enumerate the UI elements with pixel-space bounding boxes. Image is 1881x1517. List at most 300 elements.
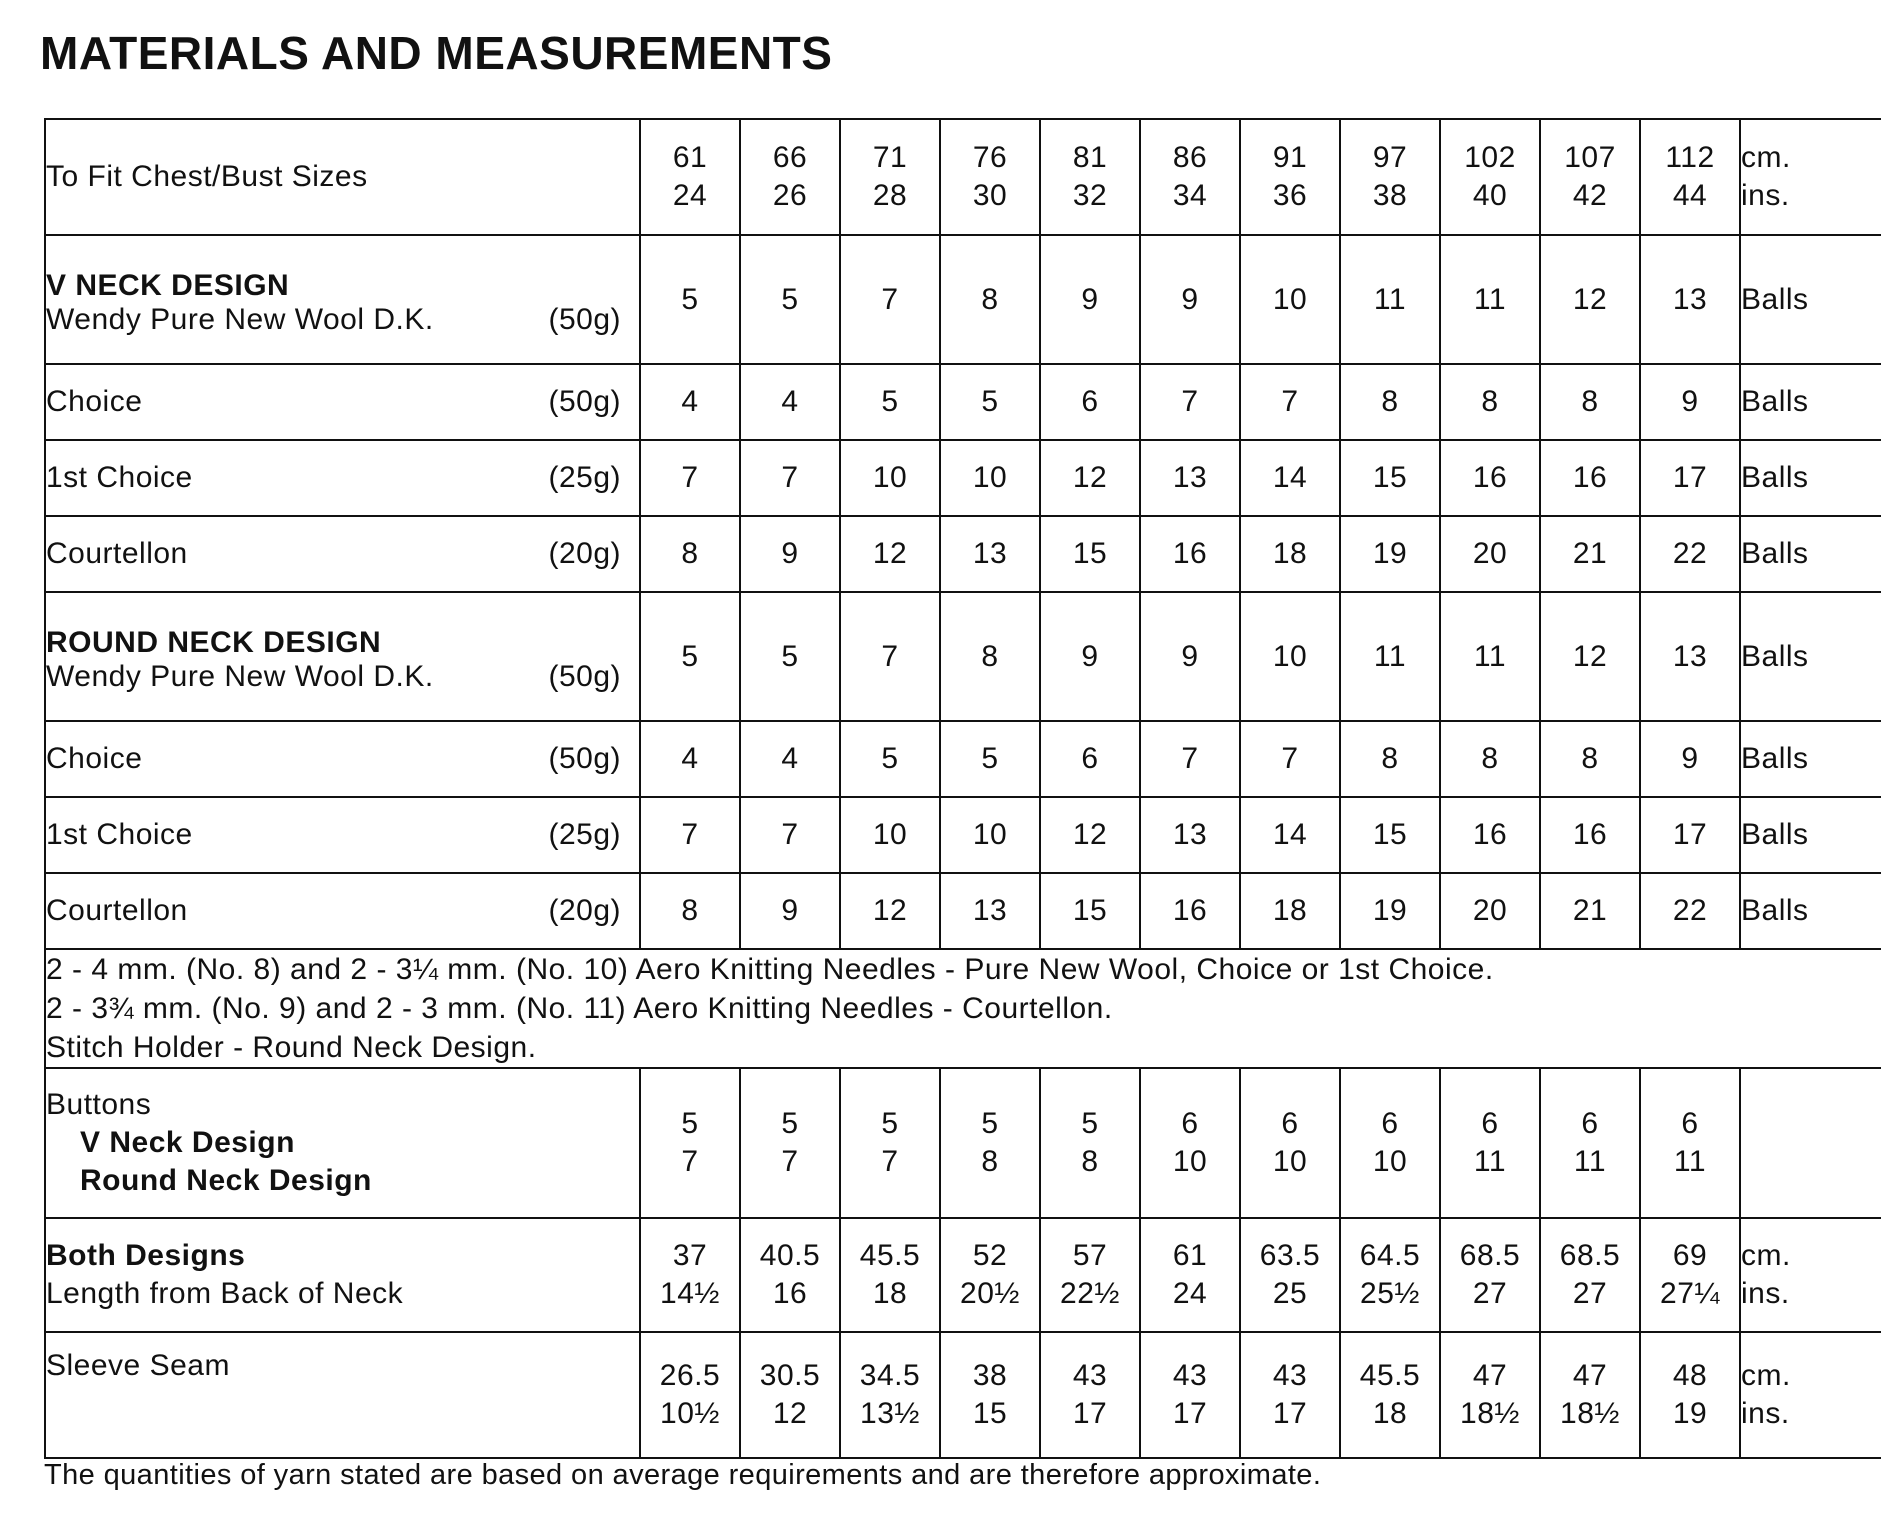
value-cell	[1540, 1068, 1640, 1218]
value-cell	[640, 721, 740, 797]
value: 8	[1081, 1145, 1099, 1178]
value: 17	[1672, 461, 1708, 494]
value: 10½	[660, 1397, 720, 1430]
value-cell	[940, 873, 1040, 949]
value: 7	[781, 818, 799, 851]
value: 8	[1581, 742, 1599, 775]
value: 11	[1373, 639, 1407, 673]
value-cell	[1140, 797, 1240, 873]
length-row	[45, 1218, 1881, 1332]
value: 10	[872, 818, 908, 851]
value: 12	[772, 1397, 808, 1430]
value: 12	[1072, 818, 1108, 851]
row-label	[45, 1068, 640, 1218]
value: 24	[672, 179, 708, 212]
value-cell	[640, 119, 740, 235]
value-cell	[640, 1332, 740, 1458]
value: 6	[1281, 1107, 1299, 1140]
value: 13	[1672, 282, 1708, 316]
value: 13	[1172, 461, 1208, 494]
value-cell	[740, 721, 840, 797]
value-cell	[640, 440, 740, 516]
value: 4	[781, 385, 799, 418]
unit: cm.	[1741, 1239, 1791, 1272]
value: 12	[1572, 282, 1608, 316]
value: 8	[1481, 385, 1499, 418]
value: 7	[1281, 385, 1299, 418]
value: 5	[881, 1107, 899, 1140]
v-neck-heading: V NECK DESIGN	[46, 268, 290, 302]
material-weight: (25g)	[548, 461, 621, 494]
value-cell	[840, 119, 940, 235]
sizes-label: To Fit Chest/Bust Sizes	[46, 160, 368, 193]
round-neck-material-row	[45, 721, 1881, 797]
value-cell	[1640, 1218, 1740, 1332]
value: 18	[1272, 894, 1308, 927]
material-label	[46, 385, 639, 419]
value: 11	[1673, 1145, 1707, 1178]
value-cell	[840, 1068, 940, 1218]
value-cell	[940, 1332, 1040, 1458]
value: 11	[1473, 282, 1507, 316]
value-cell	[1440, 364, 1540, 440]
length-heading: Both Designs	[46, 1239, 246, 1272]
value: 7	[681, 818, 699, 851]
value: 25½	[1360, 1277, 1420, 1310]
value-cell	[1040, 797, 1140, 873]
value-cell	[1540, 721, 1640, 797]
value: 45.5	[1359, 1359, 1421, 1392]
value-cell	[1340, 440, 1440, 516]
value-cell	[1440, 721, 1540, 797]
value: 20½	[960, 1277, 1020, 1310]
value: 9	[781, 894, 799, 927]
unit-cell	[1740, 721, 1881, 797]
value-cell	[1540, 797, 1640, 873]
value: 5	[681, 639, 699, 673]
value-cell	[1340, 797, 1440, 873]
material-name: Courtellon	[46, 537, 188, 570]
needles-line: Stitch Holder - Round Neck Design.	[46, 1031, 537, 1064]
value-cell	[1040, 873, 1140, 949]
value: 22	[1672, 537, 1708, 570]
value-cell	[840, 235, 940, 364]
value-cell	[1340, 235, 1440, 364]
value-cell	[1040, 1068, 1140, 1218]
value: 15	[972, 1397, 1008, 1430]
unit-cell	[1740, 873, 1881, 949]
value: 5	[881, 742, 899, 775]
value-cell	[640, 797, 740, 873]
row-label	[45, 721, 640, 797]
value-cell	[840, 721, 940, 797]
material-label	[46, 660, 639, 694]
value-cell	[940, 516, 1040, 592]
value: 17	[1172, 1397, 1208, 1430]
unit-cell	[1740, 797, 1881, 873]
value: 5	[981, 385, 999, 418]
value: 6	[1181, 1107, 1199, 1140]
value: 17	[1672, 818, 1708, 851]
unit-cell	[1740, 592, 1881, 721]
value: 38	[972, 1359, 1008, 1392]
unit: ins.	[1741, 1277, 1790, 1310]
material-weight: (50g)	[548, 742, 621, 775]
value-cell	[740, 797, 840, 873]
value-cell	[1240, 797, 1340, 873]
value: 28	[872, 179, 908, 212]
value: 27	[1472, 1277, 1508, 1310]
value: 18	[872, 1277, 908, 1310]
value: 36	[1272, 179, 1308, 212]
value-cell	[740, 440, 840, 516]
value-cell	[1340, 364, 1440, 440]
material-name: 1st Choice	[46, 818, 193, 851]
value-cell	[1340, 1332, 1440, 1458]
unit-cell	[1740, 119, 1881, 235]
value: 18	[1372, 1397, 1408, 1430]
value-cell	[840, 592, 940, 721]
value-cell	[1340, 119, 1440, 235]
unit: cm.	[1741, 1359, 1791, 1392]
value-cell	[940, 1218, 1040, 1332]
value: 19	[1372, 537, 1408, 570]
value: 7	[1181, 742, 1199, 775]
value-cell	[1440, 592, 1540, 721]
material-label	[46, 818, 639, 852]
value: 43	[1272, 1359, 1308, 1392]
needles-line: 2 - 4 mm. (No. 8) and 2 - 3¼ mm. (No. 10) Aero Knitting Needles - Pure New Wool, Choice or 1st Choice.	[46, 953, 1494, 986]
value: 8	[981, 639, 999, 673]
value-cell	[1640, 797, 1740, 873]
value: 69	[1672, 1239, 1708, 1272]
unit-cell	[1740, 364, 1881, 440]
value: 91	[1272, 141, 1308, 174]
row-label	[45, 592, 640, 721]
value: 52	[972, 1239, 1008, 1272]
value: 10	[972, 818, 1008, 851]
value: 12	[1572, 639, 1608, 673]
material-name: Wendy Pure New Wool D.K.	[46, 659, 434, 693]
value: 9	[781, 537, 799, 570]
value-cell	[1440, 1218, 1540, 1332]
value-cell	[1240, 440, 1340, 516]
value: 9	[1681, 385, 1699, 418]
value-cell	[1340, 1218, 1440, 1332]
needles-note	[45, 949, 1881, 1068]
value: 22	[1672, 894, 1708, 927]
materials-table	[44, 118, 1881, 1459]
value: 4	[781, 742, 799, 775]
value: 21	[1572, 894, 1608, 927]
value: 25	[1272, 1277, 1308, 1310]
value-cell	[1440, 1068, 1540, 1218]
value: 8	[981, 1145, 999, 1178]
value: 42	[1572, 179, 1608, 212]
value-cell	[1340, 1068, 1440, 1218]
value-cell	[1640, 516, 1740, 592]
value: 7	[1281, 742, 1299, 775]
value-cell	[840, 797, 940, 873]
value-cell	[840, 440, 940, 516]
value-cell	[1340, 873, 1440, 949]
material-name: Choice	[46, 385, 143, 418]
value-cell	[1240, 119, 1340, 235]
value-cell	[1240, 235, 1340, 364]
value-cell	[740, 1068, 840, 1218]
value: 18½	[1560, 1397, 1620, 1430]
value: 15	[1072, 894, 1108, 927]
value: 5	[681, 282, 699, 316]
value: 22½	[1060, 1277, 1120, 1310]
unit: cm.	[1741, 141, 1791, 174]
value: 4	[681, 742, 699, 775]
value-cell	[1240, 1218, 1340, 1332]
value-cell	[640, 592, 740, 721]
value: 5	[981, 742, 999, 775]
value-cell	[1540, 592, 1640, 721]
value: 19	[1672, 1397, 1708, 1430]
value: 13	[972, 894, 1008, 927]
value: 24	[1172, 1277, 1208, 1310]
value: 26.5	[659, 1359, 721, 1392]
unit-cell	[1740, 1218, 1881, 1332]
value-cell	[740, 119, 840, 235]
value-cell	[1640, 440, 1740, 516]
value: 10	[1272, 1145, 1308, 1178]
unit: Balls	[1741, 742, 1809, 775]
value: 14	[1272, 818, 1308, 851]
value: 81	[1072, 141, 1108, 174]
value-cell	[1140, 1218, 1240, 1332]
value: 13	[972, 537, 1008, 570]
sleeve-label: Sleeve Seam	[46, 1349, 230, 1382]
value-cell	[940, 364, 1040, 440]
value-cell	[940, 119, 1040, 235]
value: 66	[772, 141, 808, 174]
value-cell	[740, 1332, 840, 1458]
value: 13	[1672, 639, 1708, 673]
v-neck-material-row	[45, 516, 1881, 592]
value-cell	[1140, 440, 1240, 516]
value-cell	[1240, 516, 1340, 592]
material-label	[46, 894, 639, 928]
value: 14	[1272, 461, 1308, 494]
value: 30.5	[759, 1359, 821, 1392]
needles-row	[45, 949, 1881, 1068]
value: 40	[1472, 179, 1508, 212]
value: 5	[781, 282, 799, 316]
material-label	[46, 303, 639, 337]
row-label	[45, 364, 640, 440]
value-cell	[1540, 516, 1640, 592]
row-label	[45, 797, 640, 873]
value: 13½	[860, 1397, 920, 1430]
value-cell	[840, 364, 940, 440]
value: 97	[1372, 141, 1408, 174]
value-cell	[1040, 592, 1140, 721]
value-cell	[1640, 1332, 1740, 1458]
value-cell	[640, 516, 740, 592]
value-cell	[1140, 873, 1240, 949]
row-label	[45, 119, 640, 235]
value-cell	[840, 1218, 940, 1332]
value-cell	[1140, 1068, 1240, 1218]
unit: Balls	[1741, 282, 1809, 316]
value-cell	[1040, 721, 1140, 797]
value: 45.5	[859, 1239, 921, 1272]
unit-cell	[1740, 235, 1881, 364]
value-cell	[1040, 364, 1140, 440]
unit: Balls	[1741, 385, 1809, 418]
value-cell	[640, 1068, 740, 1218]
value-cell	[740, 364, 840, 440]
value: 8	[1481, 742, 1499, 775]
value: 14½	[660, 1277, 720, 1310]
value: 16	[1472, 461, 1508, 494]
buttons-label: Buttons	[46, 1088, 152, 1121]
value: 71	[872, 141, 908, 174]
value-cell	[740, 516, 840, 592]
material-weight: (20g)	[548, 537, 621, 570]
value: 18	[1272, 537, 1308, 570]
value: 30	[972, 179, 1008, 212]
round-neck-material-row	[45, 592, 1881, 721]
unit-cell	[1740, 1332, 1881, 1458]
value-cell	[1640, 721, 1740, 797]
value: 9	[1181, 282, 1199, 316]
value-cell	[940, 1068, 1040, 1218]
value: 7	[1181, 385, 1199, 418]
material-weight: (50g)	[548, 659, 621, 693]
page-title: MATERIALS AND MEASUREMENTS	[40, 27, 833, 79]
value-cell	[840, 1332, 940, 1458]
value: 63.5	[1259, 1239, 1321, 1272]
unit: Balls	[1741, 894, 1809, 927]
value-cell	[1040, 516, 1140, 592]
value-cell	[1340, 721, 1440, 797]
value: 5	[1081, 1107, 1099, 1140]
value: 6	[1681, 1107, 1699, 1140]
value: 20	[1472, 537, 1508, 570]
value-cell	[640, 235, 740, 364]
value-cell	[740, 1218, 840, 1332]
value-cell	[840, 516, 940, 592]
value: 26	[772, 179, 808, 212]
value: 7	[881, 639, 899, 673]
unit-cell	[1740, 516, 1881, 592]
value-cell	[1140, 592, 1240, 721]
value-cell	[1240, 364, 1340, 440]
value: 5	[681, 1107, 699, 1140]
v-neck-material-row	[45, 235, 1881, 364]
value-cell	[740, 235, 840, 364]
value-cell	[740, 592, 840, 721]
value-cell	[1240, 1332, 1340, 1458]
value: 37	[672, 1239, 708, 1272]
round-neck-heading: ROUND NECK DESIGN	[46, 625, 382, 659]
value-cell	[1440, 119, 1540, 235]
value: 6	[1481, 1107, 1499, 1140]
value: 7	[881, 1145, 899, 1178]
value: 61	[672, 141, 708, 174]
buttons-round-label: Round Neck Design	[80, 1164, 372, 1197]
value: 8	[1381, 742, 1399, 775]
value-cell	[1040, 1332, 1140, 1458]
value: 27¼	[1660, 1277, 1720, 1310]
value-cell	[1240, 1068, 1340, 1218]
value: 7	[681, 461, 699, 494]
value-cell	[1640, 592, 1740, 721]
value-cell	[1440, 516, 1540, 592]
value-cell	[1640, 1068, 1740, 1218]
value: 9	[1081, 639, 1099, 673]
value-cell	[1140, 235, 1240, 364]
value-cell	[1440, 1332, 1540, 1458]
value-cell	[1240, 721, 1340, 797]
value: 9	[1181, 639, 1199, 673]
value-cell	[1440, 440, 1540, 516]
value: 16	[1172, 894, 1208, 927]
value: 6	[1081, 742, 1099, 775]
material-name: Courtellon	[46, 894, 188, 927]
value-cell	[640, 364, 740, 440]
buttons-v-label: V Neck Design	[80, 1126, 295, 1159]
value: 19	[1372, 894, 1408, 927]
value-cell	[1240, 873, 1340, 949]
value-cell	[740, 873, 840, 949]
value: 47	[1572, 1359, 1608, 1392]
value: 17	[1072, 1397, 1108, 1430]
value-cell	[1040, 440, 1140, 516]
value-cell	[1540, 440, 1640, 516]
round-neck-material-row	[45, 797, 1881, 873]
v-neck-material-row	[45, 440, 1881, 516]
value: 21	[1572, 537, 1608, 570]
value: 7	[681, 1145, 699, 1178]
round-neck-material-row	[45, 873, 1881, 949]
value-cell	[1640, 119, 1740, 235]
value: 6	[1581, 1107, 1599, 1140]
row-label	[45, 1332, 640, 1458]
value: 15	[1372, 818, 1408, 851]
value-cell	[1540, 235, 1640, 364]
value: 6	[1381, 1107, 1399, 1140]
value: 8	[681, 537, 699, 570]
value: 15	[1072, 537, 1108, 570]
value: 11	[1373, 282, 1407, 316]
value: 34.5	[859, 1359, 921, 1392]
value: 10	[1372, 1145, 1408, 1178]
value: 61	[1172, 1239, 1208, 1272]
value: 57	[1072, 1239, 1108, 1272]
buttons-row	[45, 1068, 1881, 1218]
value: 44	[1672, 179, 1708, 212]
value-cell	[1140, 364, 1240, 440]
value: 5	[981, 1107, 999, 1140]
value: 76	[972, 141, 1008, 174]
value-cell	[1440, 873, 1540, 949]
value: 13	[1172, 818, 1208, 851]
unit: Balls	[1741, 639, 1809, 673]
value: 16	[772, 1277, 808, 1310]
value: 8	[681, 894, 699, 927]
row-label	[45, 235, 640, 364]
value: 15	[1372, 461, 1408, 494]
value: 12	[872, 894, 908, 927]
value-cell	[1140, 1332, 1240, 1458]
material-name: Choice	[46, 742, 143, 775]
